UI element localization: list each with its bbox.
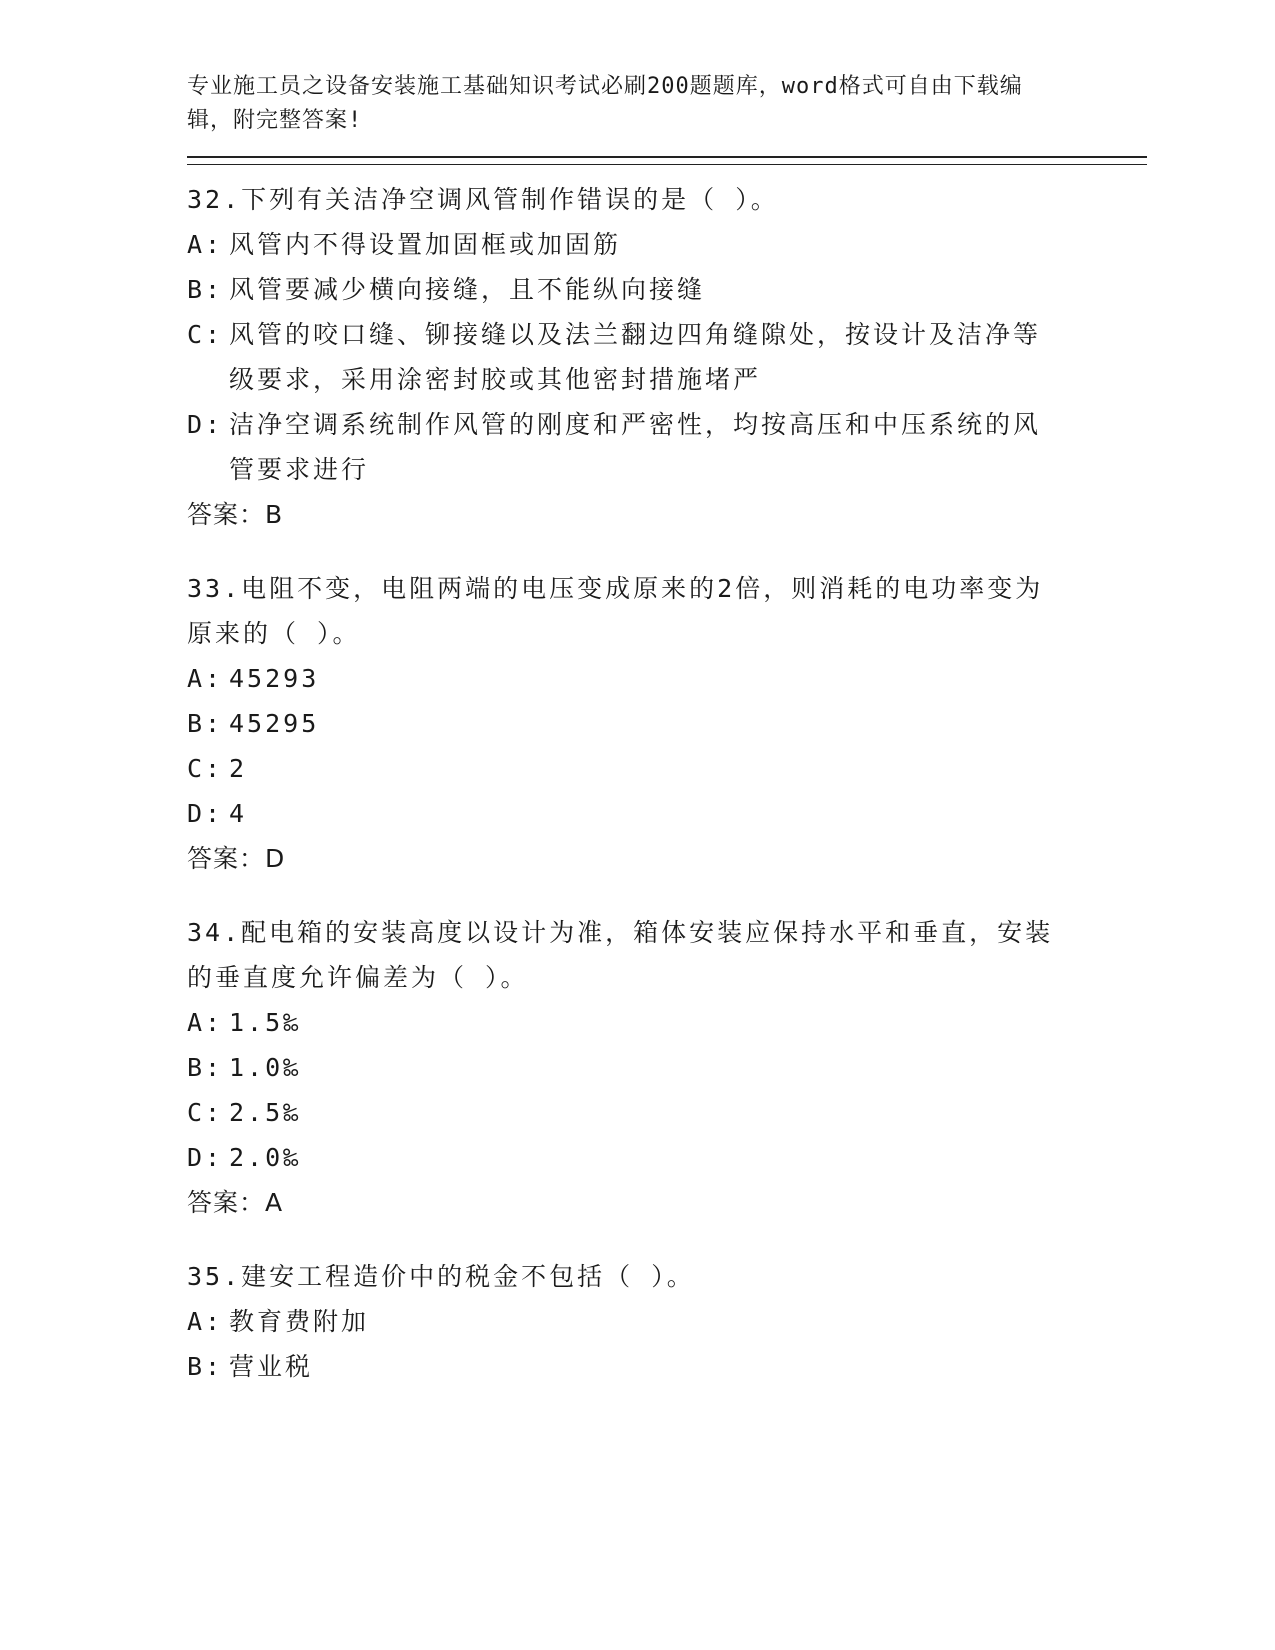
document-page: [187, 70, 1147, 1417]
option-d: [187, 1135, 1067, 1180]
option-text: 2: [229, 754, 248, 783]
option-text: 2.0‰: [229, 1143, 302, 1172]
option-b: [187, 1344, 1067, 1389]
answer-label: 答案：A: [187, 1188, 284, 1217]
option-letter: A:: [187, 1008, 224, 1037]
option-text: 4: [229, 799, 248, 828]
document-header: 专业施工员之设备安装施工基础知识考试必刷200题题库，word格式可自由下载编辑，附完整答案!: [187, 74, 1023, 133]
option-letter: C:: [187, 320, 224, 349]
option-a: [187, 1000, 1067, 1045]
answer-label: 答案：B: [187, 500, 284, 529]
header-divider: [187, 156, 1147, 165]
option-text: 风管的咬口缝、铆接缝以及法兰翻边四角缝隙处，按设计及洁净等级要求，采用涂密封胶或其他密封措施堵严: [229, 320, 1042, 394]
option-text: 营业税: [229, 1352, 314, 1381]
question-32: [187, 177, 1147, 538]
option-b: [187, 701, 1067, 746]
option-letter: C:: [187, 754, 224, 783]
option-d: [187, 791, 1067, 836]
option-text: 45293: [229, 664, 320, 693]
option-c: [187, 746, 1067, 791]
option-c: [187, 1090, 1067, 1135]
question-stem: 33.电阻不变，电阻两端的电压变成原来的2倍，则消耗的电功率变为原来的（ ）。: [187, 574, 1044, 648]
option-b: [187, 267, 1067, 312]
option-a: [187, 222, 1067, 267]
question-33: [187, 566, 1147, 882]
option-c: [187, 312, 1067, 402]
option-text: 洁净空调系统制作风管的刚度和严密性，均按高压和中压系统的风管要求进行: [229, 410, 1042, 484]
option-letter: D:: [187, 410, 224, 439]
option-text: 45295: [229, 709, 320, 738]
option-a: [187, 1299, 1067, 1344]
option-letter: B:: [187, 1352, 224, 1381]
option-text: 2.5‰: [229, 1098, 302, 1127]
option-text: 风管内不得设置加固框或加固筋: [229, 230, 622, 259]
option-b: [187, 1045, 1067, 1090]
option-d: [187, 402, 1067, 492]
option-letter: B:: [187, 709, 224, 738]
option-letter: A:: [187, 230, 224, 259]
option-a: [187, 656, 1067, 701]
option-text: 教育费附加: [229, 1307, 370, 1336]
option-letter: A:: [187, 664, 224, 693]
option-letter: D:: [187, 1143, 224, 1172]
option-letter: B:: [187, 275, 224, 304]
option-text: 风管要减少横向接缝，且不能纵向接缝: [229, 275, 706, 304]
question-stem: 34.配电箱的安装高度以设计为准，箱体安装应保持水平和垂直，安装的垂直度允许偏差为（ ）。: [187, 918, 1054, 992]
option-letter: B:: [187, 1053, 224, 1082]
option-letter: D:: [187, 799, 224, 828]
option-text: 1.0‰: [229, 1053, 302, 1082]
option-letter: A:: [187, 1307, 224, 1336]
question-34: [187, 910, 1147, 1226]
question-stem: 35.建安工程造价中的税金不包括（ ）。: [187, 1262, 695, 1291]
option-letter: C:: [187, 1098, 224, 1127]
question-35: [187, 1254, 1147, 1389]
question-stem: 32.下列有关洁净空调风管制作错误的是（ ）。: [187, 185, 779, 214]
option-text: 1.5‰: [229, 1008, 302, 1037]
answer-label: 答案：D: [187, 844, 286, 873]
